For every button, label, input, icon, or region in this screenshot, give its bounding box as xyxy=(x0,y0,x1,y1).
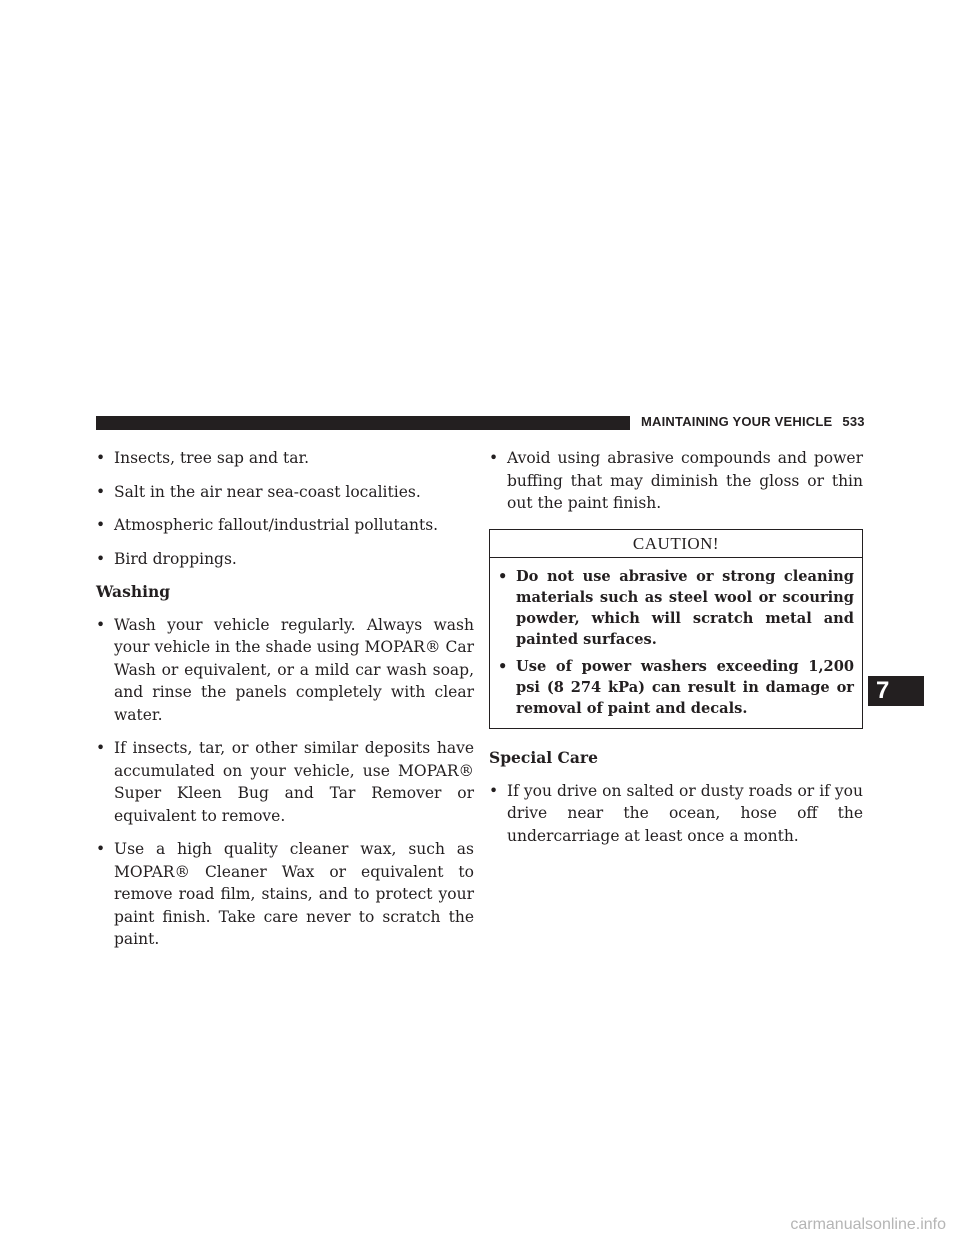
bullet-icon: • xyxy=(96,482,106,501)
list-item: • Atmospheric fallout/industrial pollutants. xyxy=(96,514,474,537)
bullet-icon: • xyxy=(498,658,508,675)
bullet-icon: • xyxy=(498,568,508,585)
left-column xyxy=(96,447,474,962)
list-item: • Insects, tree sap and tar. xyxy=(96,447,474,470)
right-column xyxy=(489,447,863,858)
caution-title: CAUTION! xyxy=(490,530,862,559)
caution-body xyxy=(490,558,862,728)
chapter-tab: 7 xyxy=(868,676,924,706)
section-title: MAINTAINING YOUR VEHICLE xyxy=(641,414,833,429)
page-number: 533 xyxy=(842,414,865,429)
bullet-icon: • xyxy=(96,516,106,534)
bullet-icon: • xyxy=(96,739,106,757)
running-header xyxy=(641,414,865,429)
list-item: • If insects, tar, or other similar deposits have accumulated on your vehicle, use MOPAR® Super Kleen Bug and Tar Remover or equivalent to remove. xyxy=(96,739,474,825)
bullet-icon: • xyxy=(489,781,499,800)
special-care-heading: Special Care xyxy=(489,748,598,767)
list-item: • Salt in the air near sea-coast localities. xyxy=(96,481,474,504)
bullet-icon: • xyxy=(96,615,106,634)
caution-item: • Use of power washers exceeding 1,200 psi (8 274 kPa) can result in damage or removal of paint and decals. xyxy=(498,658,854,717)
bullet-icon: • xyxy=(96,549,106,568)
list-item: • If you drive on salted or dusty roads or if you drive near the ocean, hose off the undercarriage at least once a month. xyxy=(489,781,863,845)
list-item: • Avoid using abrasive compounds and power buffing that may diminish the gloss or thin out the paint finish. xyxy=(489,449,863,512)
list-item: • Bird droppings. xyxy=(96,548,474,571)
header-rule xyxy=(96,416,630,430)
list-item: • Use a high quality cleaner wax, such as MOPAR® Cleaner Wax or equivalent to remove road film, stains, and to protect your paint finish. Take care never to scratch the paint. xyxy=(96,840,474,948)
watermark: carmanualsonline.info xyxy=(790,1216,946,1233)
caution-box xyxy=(489,529,863,730)
list-item: • Wash your vehicle regularly. Always wash your vehicle in the shade using MOPAR® Car Wash or equivalent, or a mild car wash soap, and rinse the panels completely with clear water. xyxy=(96,615,474,724)
washing-heading: Washing xyxy=(96,582,171,601)
caution-item: • Do not use abrasive or strong cleaning materials such as steel wool or scouring powder, which will scratch metal and painted surfaces. xyxy=(498,568,854,648)
bullet-icon: • xyxy=(96,449,106,467)
bullet-icon: • xyxy=(489,449,499,467)
bullet-icon: • xyxy=(96,840,106,858)
